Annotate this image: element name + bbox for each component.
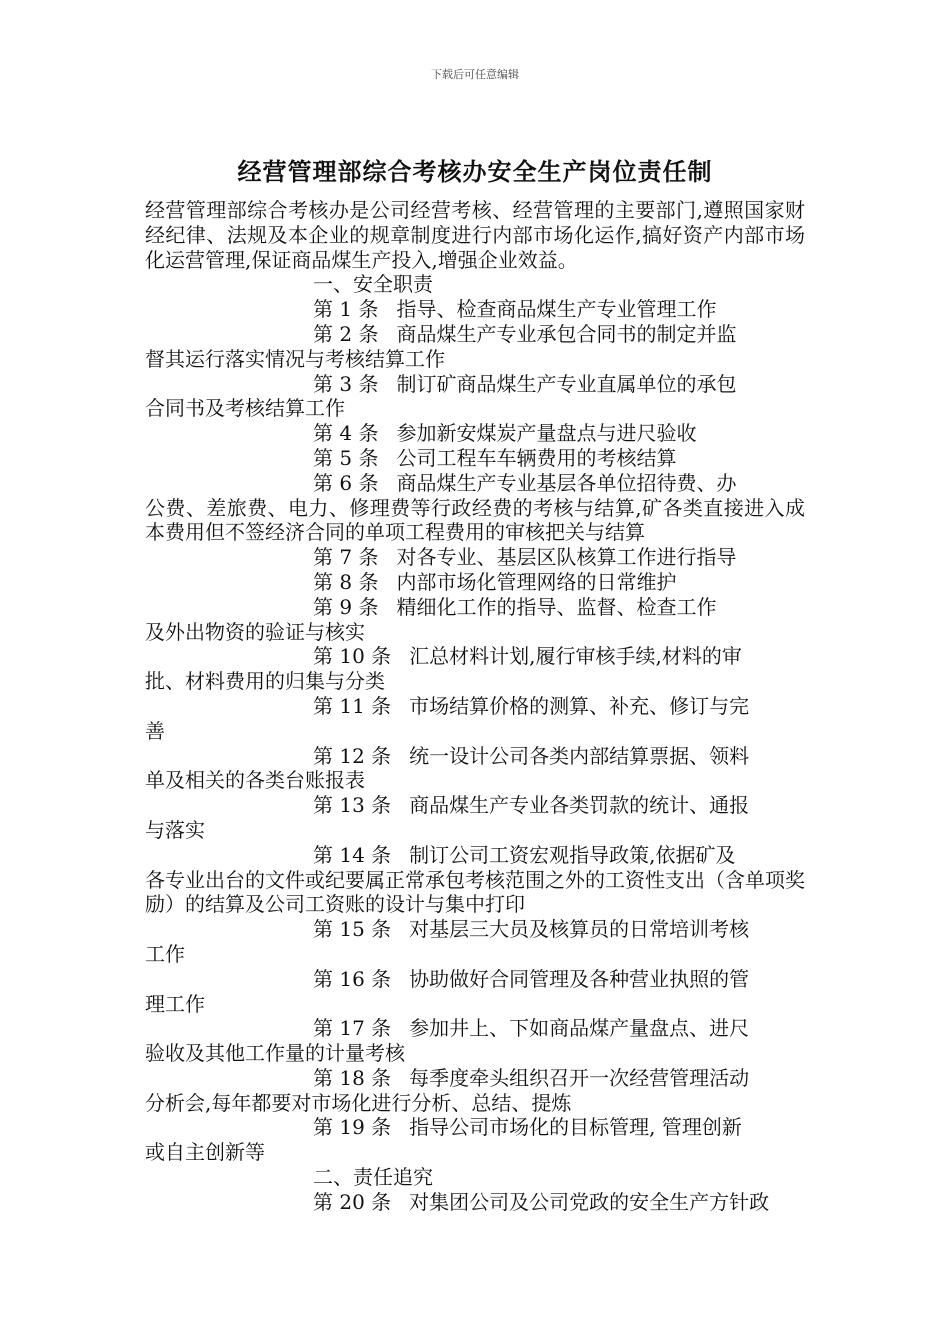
article-text: 参加井上、下如商品煤产量盘点、进尺 (409, 1016, 750, 1041)
article-continuation: 及外出物资的验证与核实 (145, 619, 365, 644)
article-text: 指导公司市场化的目标管理, 管理创新 (409, 1115, 742, 1140)
article-text: 精细化工作的指导、监督、检查工作 (396, 594, 717, 619)
document-body (145, 198, 805, 1215)
article-text: 统一设计公司各类内部结算票据、领料 (409, 743, 750, 768)
article-number: 第 2 条 (313, 321, 379, 346)
article-continuation: 验收及其他工作量的计量考核 (145, 1041, 405, 1066)
article-continuation: 各专业出台的文件或纪要属正常承包考核范围之外的工资性支出（含单项奖励）的结算及公司工资账的设计与集中打印 (145, 867, 805, 917)
section-heading-accountability: 二、责任追究 (313, 1165, 433, 1190)
article-7 (145, 545, 805, 570)
header-note: 下载后可任意编辑 (431, 68, 519, 81)
article-number: 第 19 条 (313, 1115, 392, 1140)
article-17 (145, 1016, 805, 1066)
article-text: 商品煤生产专业基层各单位招待费、办 (396, 470, 737, 495)
article-13 (145, 793, 805, 843)
article-5 (145, 446, 805, 471)
article-text: 对各专业、基层区队核算工作进行指导 (396, 545, 737, 570)
article-continuation: 合同书及考核结算工作 (145, 396, 345, 421)
article-number: 第 14 条 (313, 842, 392, 867)
document-title: 经营管理部综合考核办安全生产岗位责任制 (237, 157, 713, 186)
article-number: 第 13 条 (313, 793, 392, 818)
article-18 (145, 1066, 805, 1116)
article-text: 制订公司工资宏观指导政策,依据矿及 (409, 842, 736, 867)
article-3 (145, 372, 805, 422)
article-number: 第 6 条 (313, 470, 379, 495)
article-number: 第 1 条 (313, 297, 379, 322)
article-text: 商品煤生产专业各类罚款的统计、通报 (409, 793, 750, 818)
article-10 (145, 644, 805, 694)
article-continuation: 督其运行落实情况与考核结算工作 (145, 346, 445, 371)
article-text: 对集团公司及公司党政的安全生产方针政 (409, 1189, 770, 1214)
article-text: 每季度牵头组织召开一次经营管理活动 (409, 1065, 750, 1090)
article-number: 第 4 条 (313, 421, 379, 446)
article-text: 市场结算价格的测算、补充、修订与完 (409, 693, 750, 718)
article-19 (145, 1115, 805, 1165)
article-1 (145, 297, 805, 322)
article-continuation: 或自主创新等 (145, 1140, 265, 1165)
article-number: 第 7 条 (313, 545, 379, 570)
article-text: 商品煤生产专业承包合同书的制定并监 (396, 321, 737, 346)
article-text: 公司工程车车辆费用的考核结算 (396, 445, 677, 470)
article-number: 第 15 条 (313, 917, 392, 942)
article-continuation: 公费、差旅费、电力、修理费等行政经费的考核与结算,矿各类直接进入成本费用但不签经济合同的单项工程费用的审核把关与结算 (145, 495, 805, 545)
article-number: 第 9 条 (313, 594, 379, 619)
section-heading-duties: 一、安全职责 (313, 272, 433, 297)
article-continuation: 工作 (145, 941, 185, 966)
article-number: 第 17 条 (313, 1016, 392, 1041)
article-number: 第 8 条 (313, 569, 379, 594)
article-continuation: 批、材料费用的归集与分类 (145, 669, 385, 694)
article-number: 第 12 条 (313, 743, 392, 768)
article-number: 第 3 条 (313, 371, 379, 396)
intro-paragraph: 经营管理部综合考核办是公司经营考核、经营管理的主要部门,遵照国家财经纪律、法规及本企业的规章制度进行内部市场化运作,搞好资产内部市场化运营管理,保证商品煤生产投入,增强企业效益。 (145, 198, 805, 272)
article-number: 第 5 条 (313, 445, 379, 470)
article-number: 第 16 条 (313, 966, 392, 991)
article-continuation: 单及相关的各类台账报表 (145, 768, 365, 793)
article-number: 第 18 条 (313, 1065, 392, 1090)
article-8 (145, 570, 805, 595)
article-continuation: 善 (145, 718, 165, 743)
article-text: 协助做好合同管理及各种营业执照的管 (409, 966, 750, 991)
article-14 (145, 843, 805, 917)
article-9 (145, 595, 805, 645)
article-text: 指导、检查商品煤生产专业管理工作 (396, 297, 717, 322)
article-12 (145, 744, 805, 794)
article-list (145, 297, 805, 1165)
article-11 (145, 694, 805, 744)
article-text: 制订矿商品煤生产专业直属单位的承包 (396, 371, 737, 396)
article-4 (145, 421, 805, 446)
article-number: 第 20 条 (313, 1189, 392, 1214)
article-text: 汇总材料计划,履行审核手续,材料的审 (409, 644, 742, 669)
article-text: 内部市场化管理网络的日常维护 (396, 569, 677, 594)
article-continuation: 与落实 (145, 817, 205, 842)
article-continuation: 理工作 (145, 991, 205, 1016)
article-number: 第 10 条 (313, 644, 392, 669)
article-20 (145, 1190, 805, 1215)
article-6 (145, 471, 805, 545)
article-number: 第 11 条 (313, 693, 392, 718)
article-continuation: 分析会,每年都要对市场化进行分析、总结、提炼 (145, 1090, 572, 1115)
article-16 (145, 967, 805, 1017)
article-text: 参加新安煤炭产量盘点与进尺验收 (396, 421, 697, 446)
article-text: 对基层三大员及核算员的日常培训考核 (409, 917, 750, 942)
article-15 (145, 917, 805, 967)
article-2 (145, 322, 805, 372)
